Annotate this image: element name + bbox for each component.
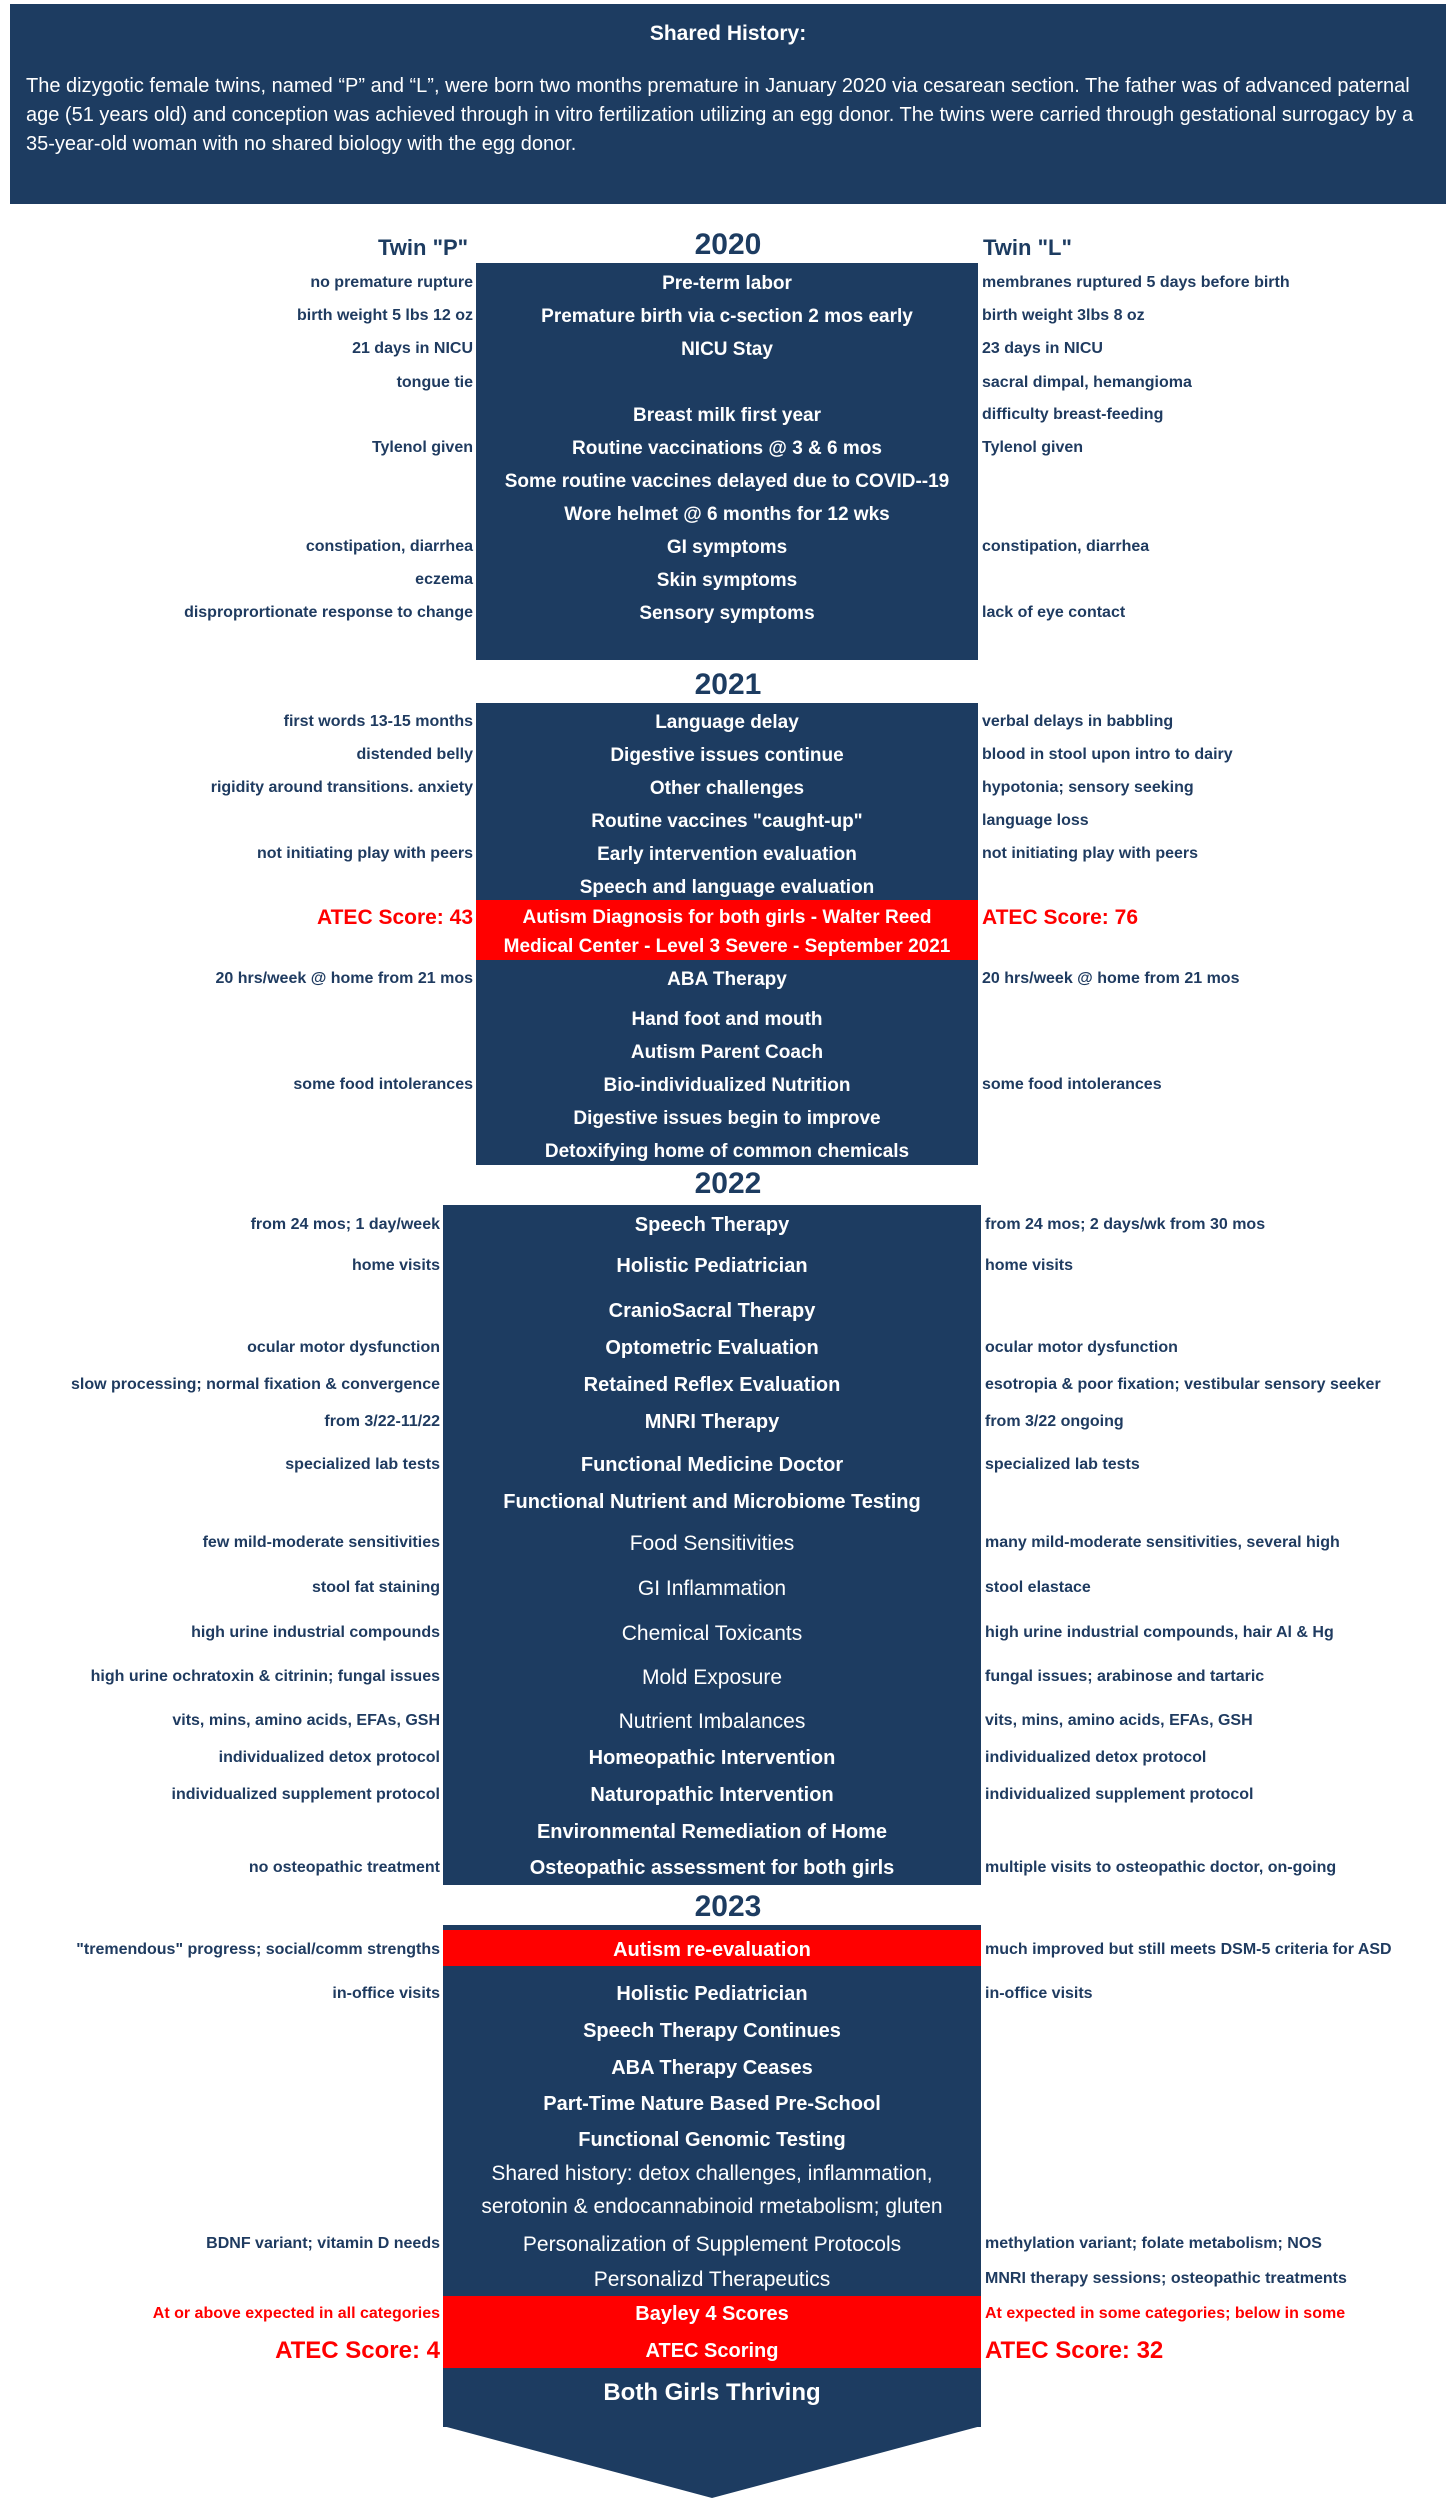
- timeline-event: Functional Medicine Doctor: [580, 1454, 844, 1476]
- timeline-event: Functional Genomic Testing: [578, 2129, 846, 2151]
- twin-l-note: 23 days in NICU: [982, 340, 1103, 357]
- twin-l-note: constipation, diarrhea: [982, 538, 1150, 555]
- twin-l-note: Tylenol given: [982, 439, 1084, 456]
- twin-l-note: birth weight 3lbs 8 oz: [982, 307, 1145, 324]
- twin-l-note: esotropia & poor fixation; vestibular sensory seeker: [985, 1376, 1381, 1393]
- timeline-event: Personalizd Therapeutics: [593, 2267, 831, 2291]
- timeline-event: Skin symptoms: [656, 569, 798, 591]
- timeline-event: CranioSacral Therapy: [608, 1300, 816, 1322]
- timeline-event: Language delay: [655, 711, 799, 733]
- timeline-event: Some routine vaccines delayed due to COVID--19: [504, 470, 950, 492]
- twin-l-note: multiple visits to osteopathic doctor, on-going: [985, 1859, 1337, 1876]
- timeline-event: Food Sensitivities: [629, 1531, 795, 1555]
- timeline-event: Hand foot and mouth: [631, 1008, 823, 1030]
- timeline-event: Digestive issues begin to improve: [573, 1107, 881, 1129]
- twin-l-note: language loss: [982, 812, 1089, 829]
- twin-l-note: much improved but still meets DSM-5 criteria for ASD: [985, 1941, 1392, 1958]
- year-2021: 2021: [694, 668, 762, 701]
- timeline-event: Both Girls Thriving: [603, 2379, 821, 2406]
- timeline-event: Optometric Evaluation: [605, 1337, 819, 1359]
- twin-l-note: fungal issues; arabinose and tartaric: [985, 1668, 1265, 1685]
- twin-l-note: not initiating play with peers: [982, 845, 1199, 862]
- twin-p-note: birth weight 5 lbs 12 oz: [296, 307, 473, 324]
- timeline-event: Functional Nutrient and Microbiome Testing: [503, 1491, 921, 1513]
- twin-p-note: At or above expected in all categories: [152, 2305, 440, 2322]
- twin-p-note: ATEC Score: 43: [317, 905, 473, 929]
- timeline-event: Sensory symptoms: [639, 602, 815, 624]
- timeline-event: Shared history: detox challenges, inflammation,: [491, 2161, 933, 2185]
- twin-p-note: stool fat staining: [312, 1579, 440, 1596]
- twin-p-note: no osteopathic treatment: [248, 1859, 440, 1876]
- twin-l-note: specialized lab tests: [985, 1456, 1140, 1473]
- timeline-event: Bayley 4 Scores: [635, 2303, 789, 2325]
- twin-p-note: from 3/22-11/22: [324, 1413, 440, 1430]
- shared-history-box: [10, 4, 1446, 204]
- twin-l-note: ATEC Score: 32: [985, 2337, 1164, 2364]
- timeline-event: Autism re-evaluation: [613, 1939, 811, 1961]
- twin-p-note: individualized supplement protocol: [171, 1786, 440, 1803]
- twin-l-note: lack of eye contact: [982, 604, 1126, 621]
- twin-p-note: first words 13-15 months: [283, 713, 473, 730]
- twin-p-note: 20 hrs/week @ home from 21 mos: [215, 970, 473, 987]
- twin-p-note: eczema: [415, 571, 473, 588]
- twin-p-note: home visits: [351, 1257, 440, 1274]
- twin-p-note: vits, mins, amino acids, EFAs, GSH: [172, 1712, 440, 1729]
- twin-p-note: specialized lab tests: [285, 1456, 440, 1473]
- twin-l-note: blood in stool upon intro to dairy: [982, 746, 1233, 763]
- twin-p-note: not initiating play with peers: [256, 845, 473, 862]
- timeline-event: Routine vaccinations @ 3 & 6 mos: [572, 437, 882, 459]
- twin-l-note: some food intolerances: [982, 1076, 1162, 1093]
- twin-l-note: vits, mins, amino acids, EFAs, GSH: [985, 1712, 1253, 1729]
- twin-p-note: individualized detox protocol: [218, 1749, 440, 1766]
- twin-p-note: BDNF variant; vitamin D needs: [206, 2235, 440, 2252]
- timeline-event: Medical Center - Level 3 Severe - September 2021: [503, 935, 951, 957]
- timeline-event: Speech Therapy Continues: [583, 2020, 841, 2042]
- twin-l-note: stool elastace: [985, 1579, 1091, 1596]
- twin-l-note: MNRI therapy sessions; osteopathic treatments: [985, 2270, 1347, 2287]
- twin-p-note: 21 days in NICU: [352, 340, 473, 357]
- timeline-event: Part-Time Nature Based Pre-School: [543, 2093, 881, 2115]
- twin-l-note: ocular motor dysfunction: [985, 1339, 1178, 1356]
- twin-p-note: in-office visits: [332, 1985, 440, 2002]
- timeline-event: GI symptoms: [666, 536, 788, 558]
- twin-p-note: constipation, diarrhea: [305, 538, 473, 555]
- timeline-event: Naturopathic Intervention: [590, 1784, 834, 1806]
- twin-p-note: disproprortionate response to change: [184, 604, 473, 621]
- twin-p-note: no premature rupture: [310, 274, 473, 291]
- twin-l-note: from 24 mos; 2 days/wk from 30 mos: [985, 1216, 1266, 1233]
- timeline-event: Breast milk first year: [633, 404, 821, 426]
- twin-l-note: verbal delays in babbling: [982, 713, 1174, 730]
- timeline-event: Speech Therapy: [634, 1214, 790, 1236]
- twin-p-note: high urine industrial compounds: [191, 1624, 440, 1641]
- timeline-event: Environmental Remediation of Home: [536, 1821, 888, 1843]
- twin-l-note: ATEC Score: 76: [982, 905, 1138, 929]
- twin-p-note: ATEC Score: 4: [275, 2337, 440, 2364]
- year-2020: 2020: [694, 228, 762, 261]
- twin-l-heading: Twin "L": [983, 235, 1072, 260]
- timeline-event: Personalization of Supplement Protocols: [522, 2232, 902, 2256]
- timeline-event: Retained Reflex Evaluation: [583, 1374, 841, 1396]
- timeline-event: Other challenges: [649, 777, 805, 799]
- twin-l-note: hypotonia; sensory seeking: [982, 779, 1194, 796]
- timeline-event: serotonin & endocannabinoid rmetabolism; gluten: [481, 2194, 943, 2218]
- twin-p-note: tongue tie: [396, 374, 473, 391]
- timeline-event: Holistic Pediatrician: [616, 1255, 808, 1277]
- twin-l-note: from 3/22 ongoing: [985, 1413, 1124, 1430]
- timeline-event: ATEC Scoring: [645, 2340, 779, 2362]
- twin-p-note: slow processing; normal fixation & convergence: [71, 1376, 440, 1393]
- timeline-event: Chemical Toxicants: [621, 1621, 803, 1645]
- timeline-event: Autism Diagnosis for both girls - Walter Reed: [522, 906, 932, 928]
- twin-p-note: distended belly: [356, 746, 473, 763]
- twin-l-note: membranes ruptured 5 days before birth: [982, 274, 1290, 291]
- timeline-event: Premature birth via c-section 2 mos early: [541, 305, 913, 327]
- timeline-event: Bio-individualized Nutrition: [603, 1074, 851, 1096]
- twin-l-note: home visits: [985, 1257, 1074, 1274]
- twin-l-note: individualized supplement protocol: [985, 1786, 1254, 1803]
- timeline-event: Pre-term labor: [662, 272, 792, 294]
- year-2023: 2023: [694, 1890, 762, 1923]
- timeline-event: Autism Parent Coach: [630, 1041, 824, 1063]
- timeline-arrow-icon: [443, 2426, 981, 2498]
- timeline-event: Osteopathic assessment for both girls: [529, 1857, 895, 1879]
- timeline-event: Nutrient Imbalances: [618, 1709, 806, 1733]
- timeline-event: Early intervention evaluation: [597, 843, 857, 865]
- timeline-event: Speech and language evaluation: [579, 876, 875, 898]
- shared-history-text: The dizygotic female twins, named “P” and “L”, were born two months premature in January 2020 via cesarean section. The father was of advanced paternal age (51 years old) and conception was achieved through in vitro fertilization utilizing an egg donor. The twins were carried through gestational surrogacy by a 35-year-old woman with no shared biology with the egg donor.: [26, 75, 1414, 155]
- twin-p-heading: Twin "P": [378, 235, 469, 260]
- twin-l-note: in-office visits: [985, 1985, 1093, 2002]
- twin-p-note: "tremendous" progress; social/comm strengths: [76, 1941, 440, 1958]
- twin-p-note: few mild-moderate sensitivities: [202, 1534, 440, 1551]
- timeline-event: ABA Therapy: [667, 968, 787, 990]
- shared-history-title: Shared History:: [649, 22, 807, 45]
- twin-l-note: sacral dimpal, hemangioma: [982, 374, 1192, 391]
- timeline-event: Wore helmet @ 6 months for 12 wks: [564, 503, 890, 525]
- timeline-event: NICU Stay: [681, 338, 773, 360]
- twin-l-note: individualized detox protocol: [985, 1749, 1207, 1766]
- twin-l-note: 20 hrs/week @ home from 21 mos: [982, 970, 1240, 987]
- twin-l-note: many mild-moderate sensitivities, several high: [985, 1534, 1340, 1551]
- timeline-event: ABA Therapy Ceases: [611, 2057, 813, 2079]
- twin-l-note: At expected in some categories; below in some: [985, 2305, 1346, 2322]
- twin-p-note: from 24 mos; 1 day/week: [250, 1216, 440, 1233]
- timeline-event: GI Inflammation: [637, 1576, 787, 1600]
- twin-l-note: high urine industrial compounds, hair Al & Hg: [985, 1624, 1334, 1641]
- twin-p-note: some food intolerances: [293, 1076, 473, 1093]
- twin-p-note: rigidity around transitions. anxiety: [210, 779, 473, 796]
- twin-p-note: Tylenol given: [371, 439, 473, 456]
- timeline-event: MNRI Therapy: [644, 1411, 780, 1433]
- twin-p-note: high urine ochratoxin & citrinin; fungal issues: [90, 1668, 440, 1685]
- twin-l-note: difficulty breast-feeding: [982, 406, 1164, 423]
- timeline-event: Homeopathic Intervention: [588, 1747, 836, 1769]
- timeline-event: Routine vaccines "caught-up": [591, 810, 863, 832]
- timeline-event: Holistic Pediatrician: [616, 1983, 808, 2005]
- timeline-event: Mold Exposure: [641, 1665, 783, 1689]
- twin-l-note: methylation variant; folate metabolism; NOS: [985, 2235, 1322, 2252]
- timeline-event: Digestive issues continue: [610, 744, 844, 766]
- timeline-event: Detoxifying home of common chemicals: [544, 1140, 910, 1162]
- year-2022: 2022: [694, 1167, 762, 1200]
- twin-p-note: ocular motor dysfunction: [247, 1339, 440, 1356]
